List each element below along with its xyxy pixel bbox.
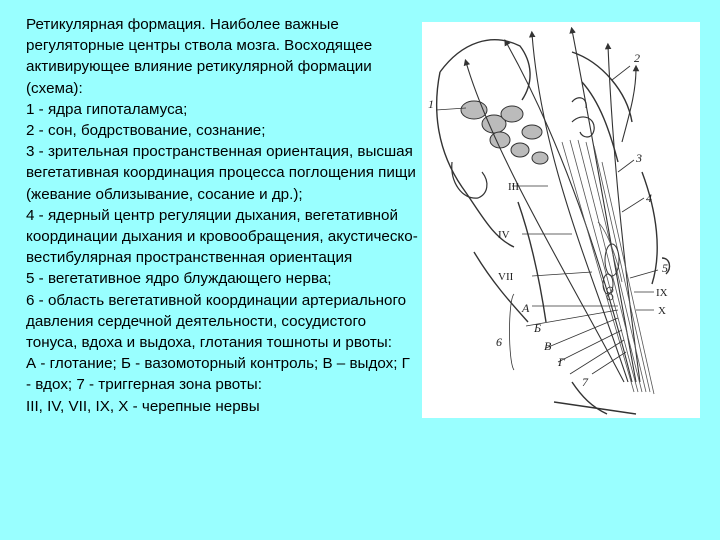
label-cn-ix: IX bbox=[656, 287, 668, 299]
label-cn-iii: III bbox=[508, 181, 519, 193]
hypothalamus-nuclei bbox=[461, 101, 548, 164]
caption-item-3: 3 - зрительная пространственная ориентация, высшая вегетативная координация процесса поглощения пищи (жевание облизывание, сосание и др.); bbox=[26, 143, 421, 203]
label-b: Б bbox=[534, 321, 542, 335]
label-3: 3 bbox=[636, 151, 642, 165]
label-5: 5 bbox=[662, 261, 668, 275]
label-g: Г bbox=[558, 355, 565, 369]
brain-outline bbox=[437, 40, 670, 414]
label-cn-iv: IV bbox=[498, 229, 510, 241]
brainstem-diagram-svg bbox=[422, 22, 700, 418]
label-cn-x: X bbox=[658, 305, 666, 317]
caption-item-abvg: А - глотание; Б - вазомоторный контроль; В – выдох; Г - вдох; 7 - триггерная зона рвоты: bbox=[26, 355, 415, 394]
caption-item-nerves: III, IV, VII, IX, X - черепные нервы bbox=[26, 397, 260, 415]
label-4: 4 bbox=[646, 191, 652, 205]
caption-item-4: 4 - ядерный центр регуляции дыхания, вегетативной координации дыхания и кровообращения, акустическо-вестибулярная пространственная ориентация bbox=[26, 206, 418, 267]
brainstem-diagram bbox=[422, 22, 700, 418]
caption-text bbox=[26, 14, 421, 417]
brainstem-fibres bbox=[562, 140, 654, 394]
caption-item-6: 6 - область вегетативной координации артериального давления сердечной деятельности, сосудистого тонуса, вдоха и выдоха, глотания тошноты и рвоты: bbox=[26, 291, 411, 352]
label-a: А bbox=[522, 301, 530, 315]
label-7: 7 bbox=[582, 375, 588, 389]
caption-item-1: 1 - ядра гипоталамуса; bbox=[26, 100, 188, 118]
caption-item-2: 2 - сон, бодрствование, сознание; bbox=[26, 122, 266, 140]
label-v: В bbox=[544, 339, 552, 353]
caption-title: Ретикулярная формация. Наиболее важные регуляторные центры ствола мозга. Восходящее активирующее влияние ретикулярной формации (схема): bbox=[26, 16, 377, 97]
label-2: 2 bbox=[634, 51, 640, 65]
caption-item-5: 5 - вегетативное ядро блуждающего нерва; bbox=[26, 270, 332, 288]
label-6: 6 bbox=[496, 335, 502, 349]
label-1: 1 bbox=[428, 97, 434, 111]
label-cn-vii: VII bbox=[498, 271, 514, 283]
